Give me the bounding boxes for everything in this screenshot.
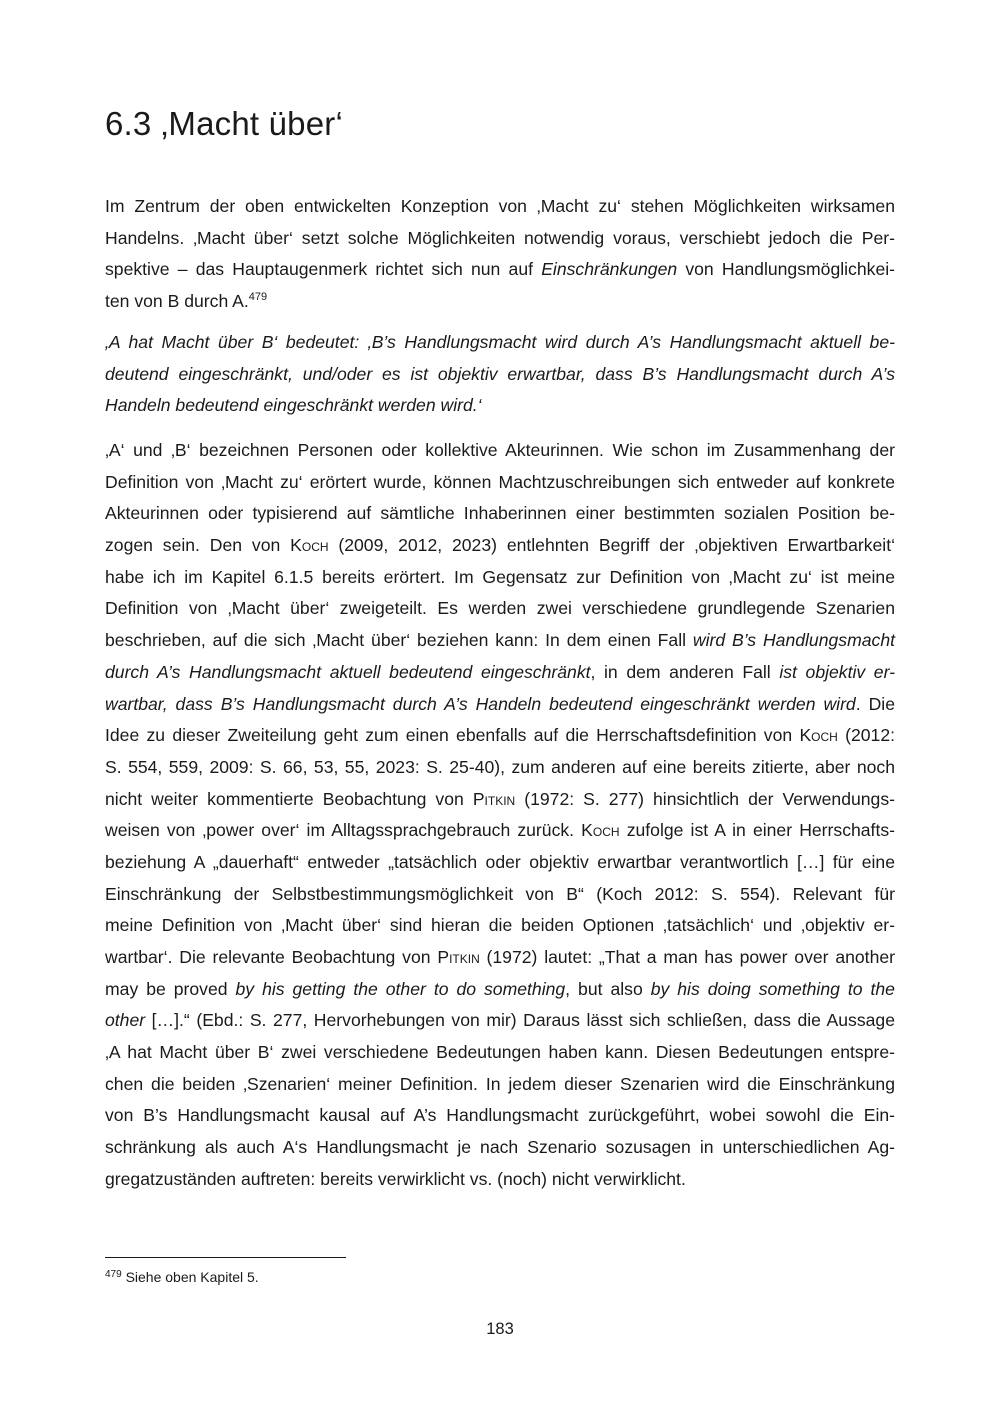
text-line: chen die beiden ‚Szenarien‘ meiner Definition. In jedem dieser Szenarien wird die Einschränkung [105,1073,895,1094]
text-line: ‚A hat Macht über B‘ zwei verschiedene Bedeutungen haben kann. Diesen Bedeutungen entspre- [105,1042,895,1063]
text-line: wartbar, dass B’s Handlungsmacht durch A’s Handeln bedeutend eingeschränkt werden wird. Die [105,693,895,714]
paragraph-intro [105,191,895,318]
text-line: wartbar‘. Die relevante Beobachtung von Pitkin (1972) lautet: „That a man has power over another [105,947,895,967]
text-line: Definition von ‚Macht zu‘ erörtert wurde, können Machtzuschreibungen sich entweder auf konkrete [105,471,895,492]
text-line: weisen von ‚power over‘ im Alltagssprachgebrauch zurück. Koch zufolge ist A in einer Herrschafts- [105,820,895,841]
text-line: spektive – das Hauptaugenmerk richtet sich nun auf Einschränkungen von Handlungsmöglichkei- [105,259,895,280]
text-line: nicht weiter kommentierte Beobachtung von Pitkin (1972: S. 277) hinsichtlich der Verwendungs- [105,788,895,809]
definition-block [105,327,895,422]
text-line: ‚A‘ und ‚B‘ bezeichnen Personen oder kollektive Akteurinnen. Wie schon im Zusammenhang der [105,440,895,460]
text-line: gregatzuständen auftreten: bereits verwirklicht vs. (noch) nicht verwirklicht. [105,1168,686,1189]
footnote-text: Siehe oben Kapitel 5. [121,1269,259,1285]
author-name: Pitkin [472,788,516,809]
text-line: Definition von ‚Macht über‘ zweigeteilt. Es werden zwei verschiedene grundlegende Szenarien [105,598,895,619]
text-line: other […].“ (Ebd.: S. 277, Hervorhebungen von mir) Daraus lässt sich schließen, dass die Aussage [105,1010,895,1031]
page-number: 183 [486,1320,514,1338]
text-line: von B’s Handlungsmacht kausal auf A’s Handlungsmacht zurückgeführt, wobei sowohl die Ein- [105,1105,895,1126]
text-line: ‚A hat Macht über B‘ bedeutet: ‚B’s Handlungsmacht wird durch A’s Handlungsmacht aktuell be- [105,332,895,352]
text-line: ten von B durch A.$^{479}$ [105,291,268,312]
author-name: Koch [799,725,838,746]
text-line: beschrieben, auf die sich ‚Macht über‘ beziehen kann: In dem einen Fall wird B’s Handlungsmacht [105,630,895,651]
text-line: schränkung als auch A‘s Handlungsmacht je nach Szenario sozusagen in unterschiedlichen Ag- [105,1137,895,1158]
author-name: Pitkin [437,947,480,967]
text-line: Im Zentrum der oben entwickelten Konzeption von ‚Macht zu‘ stehen Möglichkeiten wirksamen [105,196,895,216]
author-name: Koch [290,535,329,556]
footnote [105,1266,259,1288]
paragraph-main [105,435,895,1196]
text-line: beziehung A „dauerhaft“ entweder „tatsächlich oder objektiv erwartbar verantwortlich […] für eine [105,851,895,872]
text-line: S. 554, 559, 2009: S. 66, 53, 55, 2023: S. 25-40), zum anderen auf eine bereits zitierte, aber noch [105,756,895,777]
section-heading: 6.3 ‚Macht über‘ [105,105,343,142]
text-line: Handeln bedeutend eingeschränkt werden wird.‘ [105,395,482,416]
text-line: durch A’s Handlungsmacht aktuell bedeutend eingeschränkt, in dem anderen Fall ist objektiv er- [105,661,895,682]
text-line: may be proved by his getting the other to do something, but also by his doing something to the [105,978,895,999]
text-line: meine Definition von ‚Macht über‘ sind hieran die beiden Optionen ‚tatsächlich‘ und ‚objektiv er- [105,915,895,936]
text-line: deutend eingeschränkt, und/oder es ist objektiv erwartbar, dass B’s Handlungsmacht durch A’s [105,363,895,384]
text-line: Handelns. ‚Macht über‘ setzt solche Möglichkeiten notwendig voraus, verschiebt jedoch die Per- [105,227,895,248]
text-line: Akteurinnen oder typisierend auf sämtliche Inhaberinnen einer bestimmten sozialen Position be- [105,503,895,524]
text-line: Idee zu dieser Zweiteilung geht zum einen ebenfalls auf die Herrschaftsdefinition von Koch (2012: [105,725,895,746]
footnote-reference[interactable]: 479 [248,291,268,304]
footnote-divider [105,1257,346,1258]
author-name: Koch [581,820,620,841]
text-line: Einschränkung der Selbstbestimmungsmöglichkeit von B“ (Koch 2012: S. 554). Relevant für [105,883,895,904]
text-line: zogen sein. Den von Koch (2009, 2012, 2023) entlehnten Begriff der ‚objektiven Erwartbarkeit‘ [105,535,895,556]
footnote-number: 479 [105,1269,122,1280]
text-line: habe ich im Kapitel 6.1.5 bereits erörtert. Im Gegensatz zur Definition von ‚Macht zu‘ ist meine [105,566,895,587]
